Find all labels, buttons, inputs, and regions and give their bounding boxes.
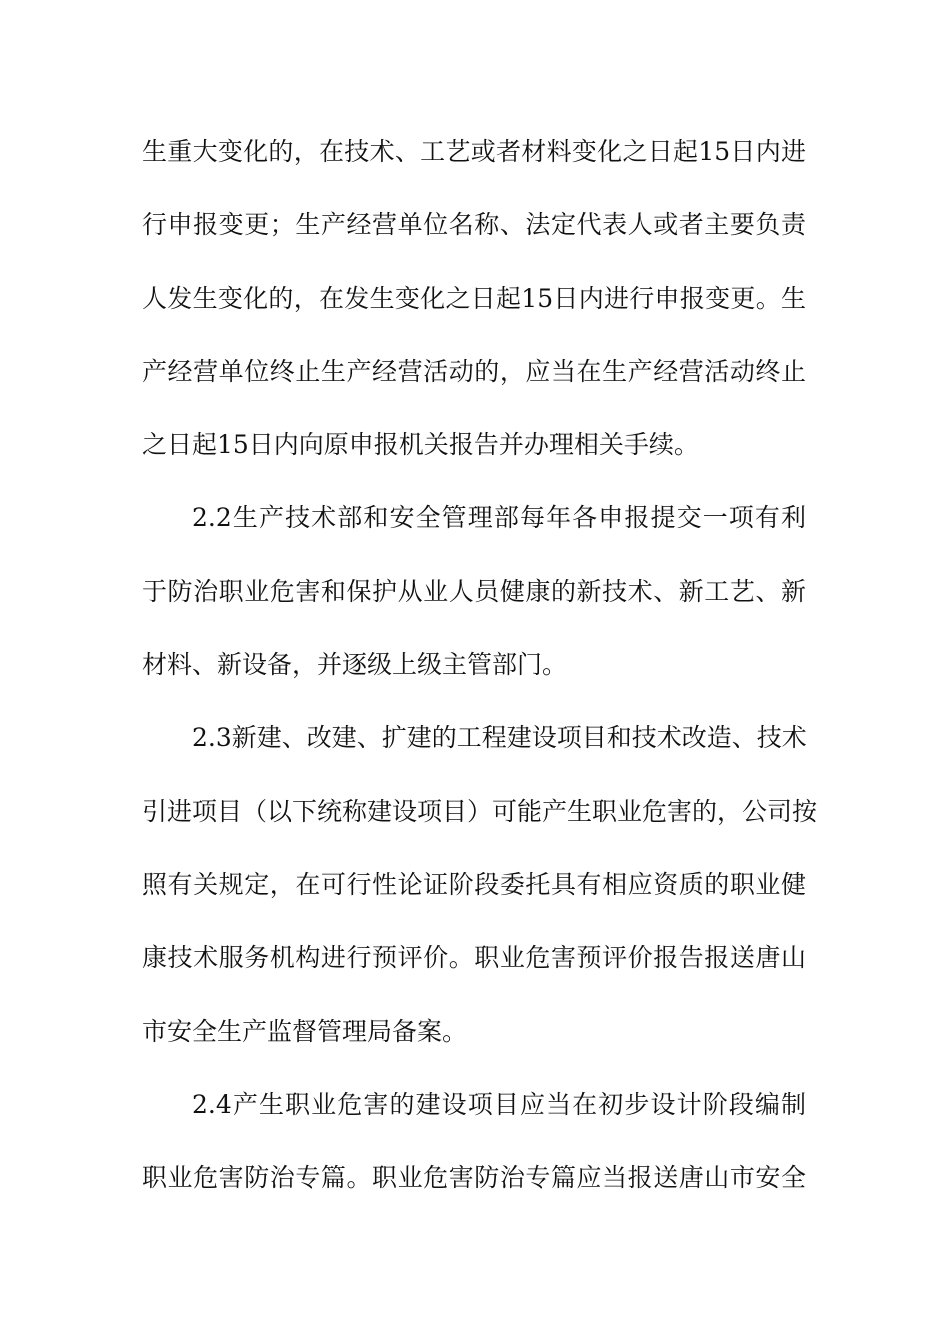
section-2-3-line: 2.3新建、改建、扩建的工程建设项目和技术改造、技术 — [192, 723, 807, 753]
text-line: 职业危害防治专篇。职业危害防治专篇应当报送唐山市安全 — [142, 1163, 806, 1193]
section-2-4-line: 2.4产生职业危害的建设项目应当在初步设计阶段编制 — [192, 1089, 806, 1119]
text-line: 行申报变更；生产经营单位名称、法定代表人或者主要负责 — [142, 210, 806, 240]
text-line: 照有关规定，在可行性论证阶段委托具有相应资质的职业健 — [142, 869, 806, 899]
text-line: 康技术服务机构进行预评价。职业危害预评价报告报送唐山 — [142, 943, 806, 973]
text-line: 材料、新设备，并逐级上级主管部门。 — [142, 650, 568, 680]
text-line: 市安全生产监督管理局备案。 — [142, 1016, 468, 1046]
text-line: 于防治职业危害和保护从业人员健康的新技术、新工艺、新 — [142, 576, 806, 606]
document-body — [142, 127, 818, 1226]
text-line: 引进项目（以下统称建设项目）可能产生职业危害的，公司按 — [142, 796, 818, 826]
text-line: 人发生变化的，在发生变化之日起15日内进行申报变更。生 — [142, 283, 806, 313]
text-line: 产经营单位终止生产经营活动的，应当在生产经营活动终止 — [142, 356, 806, 386]
section-2-2-line: 2.2生产技术部和安全管理部每年各申报提交一项有利 — [192, 503, 806, 533]
text-line: 生重大变化的，在技术、工艺或者材料变化之日起15日内进 — [142, 137, 806, 166]
text-line: 之日起15日内向原申报机关报告并办理相关手续。 — [142, 430, 699, 460]
